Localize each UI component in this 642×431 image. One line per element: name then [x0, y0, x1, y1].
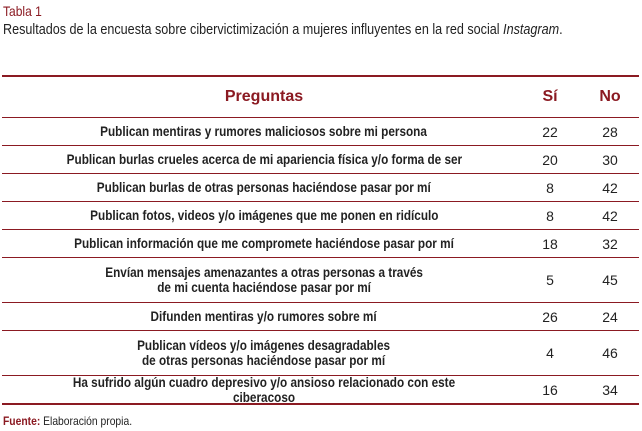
table-caption — [3, 21, 563, 39]
header-no: No — [599, 88, 621, 105]
row-question: Publican burlas crueles acerca de mi apariencia física y/o forma de ser — [66, 151, 462, 167]
row-no: 42 — [602, 207, 618, 224]
row-no: 45 — [602, 272, 618, 288]
row-si: 20 — [542, 151, 558, 168]
row-question: Ha sufrido algún cuadro depresivo y/o ansioso relacionado con este ciberacoso — [72, 373, 456, 405]
table-row — [2, 201, 639, 229]
caption-text: Resultados de la encuesta sobre cibervictimización a mujeres influyentes en la red social — [3, 21, 504, 38]
row-question: Difunden mentiras y/o rumores sobre mí — [150, 308, 378, 324]
header-si: Sí — [542, 88, 558, 105]
table-row — [2, 173, 639, 201]
row-question: Publican mentiras y rumores maliciosos sobre mi persona — [100, 123, 428, 139]
table-row — [2, 229, 639, 257]
source-note — [3, 414, 132, 428]
row-no: 24 — [602, 308, 618, 325]
row-si: 18 — [542, 235, 558, 252]
caption-italic: Instagram — [503, 21, 560, 38]
row-no: 46 — [602, 345, 618, 361]
table-row — [2, 145, 639, 173]
survey-table — [2, 77, 639, 405]
row-si: 16 — [542, 381, 558, 398]
header-questions: Preguntas — [224, 88, 304, 105]
row-no: 34 — [602, 381, 618, 398]
row-question: Publican burlas de otras personas haciéndose pasar por mí — [97, 179, 431, 195]
table-row — [2, 257, 639, 302]
row-question: Publican fotos, videos y/o imágenes que me ponen en ridículo — [89, 207, 439, 223]
row-si: 26 — [542, 308, 558, 325]
table-label: Tabla 1 — [3, 3, 42, 19]
table-row — [2, 330, 639, 375]
table-row — [2, 302, 639, 330]
table-header-row — [2, 77, 639, 117]
row-question: Envían mensajes amenazantes a otras personas a través de mi cuenta haciéndose pasar por mí — [105, 264, 423, 295]
table-row — [2, 375, 639, 403]
row-no: 30 — [602, 151, 618, 168]
row-question: Publican vídeos y/o imágenes desagradables de otras personas haciéndose pasar por mí — [137, 337, 391, 368]
row-question: Publican información que me compromete haciéndose pasar por mí — [74, 235, 454, 251]
row-si: 4 — [546, 345, 554, 361]
row-no: 28 — [602, 123, 618, 140]
row-si: 8 — [546, 179, 554, 196]
row-si: 22 — [542, 123, 558, 140]
row-si: 8 — [546, 207, 554, 224]
row-si: 5 — [546, 272, 554, 288]
row-no: 42 — [602, 179, 618, 196]
source-label: Fuente: — [3, 414, 41, 428]
caption-end: . — [559, 21, 563, 38]
table-row — [2, 118, 639, 145]
row-no: 32 — [602, 235, 618, 252]
source-text: Elaboración propia. — [40, 414, 133, 428]
